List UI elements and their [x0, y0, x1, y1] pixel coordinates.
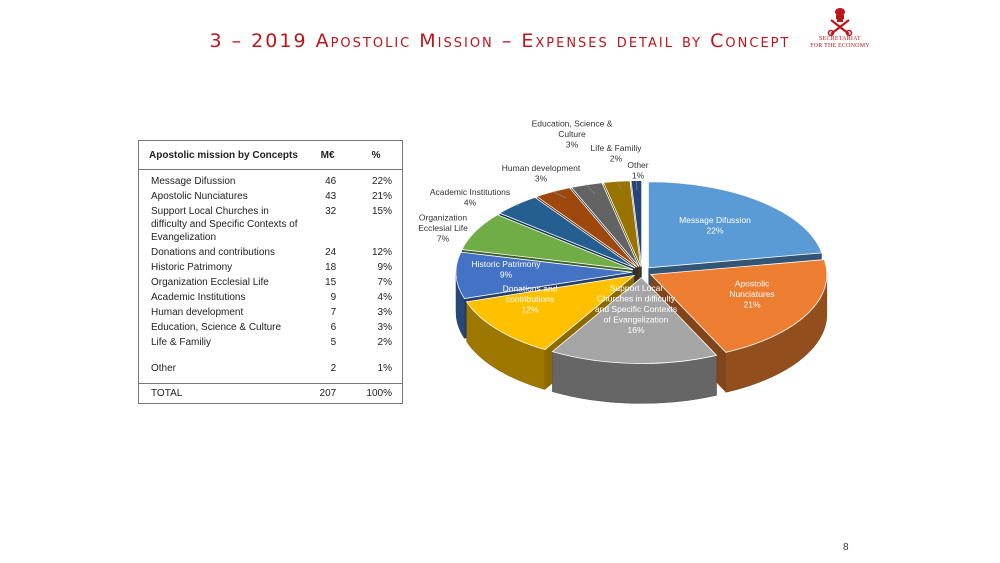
row-pct: 100%: [350, 384, 402, 404]
row-pct: 21%: [371, 191, 392, 202]
row-value: 24: [325, 247, 337, 258]
pie-slice-percent: 7%: [436, 233, 450, 244]
pie-slice-label-line: Ecclesial Life: [418, 223, 468, 233]
pie-slice-percent: 9%: [499, 269, 513, 280]
row-pct: 3%: [377, 322, 392, 333]
header-pct: %: [350, 141, 402, 170]
row-value: 5: [330, 337, 337, 348]
row-value: 46: [325, 176, 337, 187]
row-value: 207: [305, 384, 350, 404]
pie-slice-label-line: Churches in difficulty: [596, 293, 676, 304]
logo-line-2: FOR THE ECONOMY: [810, 43, 870, 49]
row-pct: 1%: [377, 363, 392, 374]
pie-slice-label-line: contributions: [505, 294, 555, 304]
pie-slice-percent: 4%: [463, 197, 477, 208]
pie-slice-label: [430, 187, 510, 208]
row-label: Apostolic Nunciatures: [151, 191, 248, 202]
row-value: 18: [325, 262, 337, 273]
row-value: 43: [325, 191, 337, 202]
row-pct: 22%: [371, 176, 392, 187]
pie-slice-percent: 3%: [534, 173, 548, 184]
pie-slice-label: [502, 163, 581, 184]
row-label: Human development: [151, 307, 244, 318]
pie-slice-label-line: Historic Patrimony: [471, 258, 541, 269]
header-meur: M€: [305, 141, 350, 170]
row-label: Historic Patrimony: [151, 262, 233, 273]
pie-slice-label: [627, 160, 648, 181]
row-label: Message Difussion: [151, 176, 236, 187]
pie-slice-percent: 2%: [609, 153, 623, 164]
page-title: 3 – 2019 Apostolic Mission – Expenses detail by Concept: [209, 30, 791, 52]
row-label: TOTAL: [139, 384, 306, 404]
row-value: 7: [330, 307, 337, 318]
pie-slice-label-line: Support Local: [609, 283, 663, 293]
row-label: Education, Science & Culture: [151, 322, 282, 333]
row-label: Organization Ecclesial Life: [151, 277, 269, 288]
row-pct: 4%: [377, 292, 392, 303]
pie-slice-percent: 3%: [565, 139, 579, 150]
row-value: 15: [325, 277, 337, 288]
pie-slice-label-line: Message Difussion: [679, 214, 751, 225]
row-value: 9: [330, 292, 337, 303]
row-value: 2: [330, 363, 337, 374]
row-pct: 15%: [371, 206, 392, 217]
pie-slice-percent: 1%: [631, 170, 645, 181]
pie-slice-percent: 16%: [627, 325, 645, 335]
pie-slice-label-line: Nunciatures: [729, 289, 775, 299]
pie-slice-percent: 12%: [521, 304, 539, 315]
row-pct: 9%: [377, 262, 392, 273]
pie-slice-label-line: and Specific Contexts: [594, 304, 678, 314]
page-number: 8: [843, 542, 849, 553]
row-label: Support Local Churches in difficulty and Specific Contexts of Evangelization: [151, 206, 298, 243]
row-value: 6: [330, 322, 337, 333]
row-label: Life & Familiy: [151, 337, 212, 348]
pie-slice-label-line: Donations and: [502, 283, 558, 294]
row-label: Donations and contributions: [151, 247, 275, 258]
logo-line-1: SECRETARIAT: [819, 36, 861, 42]
pie-slice-label-line: Organization: [418, 212, 468, 223]
pie-slice-label-line: Other: [627, 159, 649, 170]
row-label: Academic Institutions: [151, 292, 246, 303]
row-pct: 2%: [377, 337, 392, 348]
pie-slice-label-line: Culture: [558, 129, 586, 139]
row-pct: 3%: [377, 307, 392, 318]
pie-slice-label-line: Education, Science &: [531, 118, 613, 129]
row-pct: 12%: [371, 247, 392, 258]
pie-slice-label-line: of Evangelization: [603, 314, 669, 325]
pie-slice-label-line: Life & Familiy: [590, 142, 642, 153]
row-pct: 7%: [377, 277, 392, 288]
pie-slice-percent: 22%: [706, 225, 724, 236]
pie-slice-label-line: Apostolic: [734, 278, 770, 289]
pie-slice-label-line: Human development: [501, 162, 581, 173]
pie-slice-percent: 21%: [743, 299, 761, 310]
row-label: Other: [151, 363, 177, 374]
pie-slice-label-line: Academic Institutions: [429, 186, 511, 197]
header-concept: Apostolic mission by Concepts: [139, 141, 306, 170]
row-value: 32: [325, 206, 337, 217]
pie-slice-label: [418, 213, 468, 244]
